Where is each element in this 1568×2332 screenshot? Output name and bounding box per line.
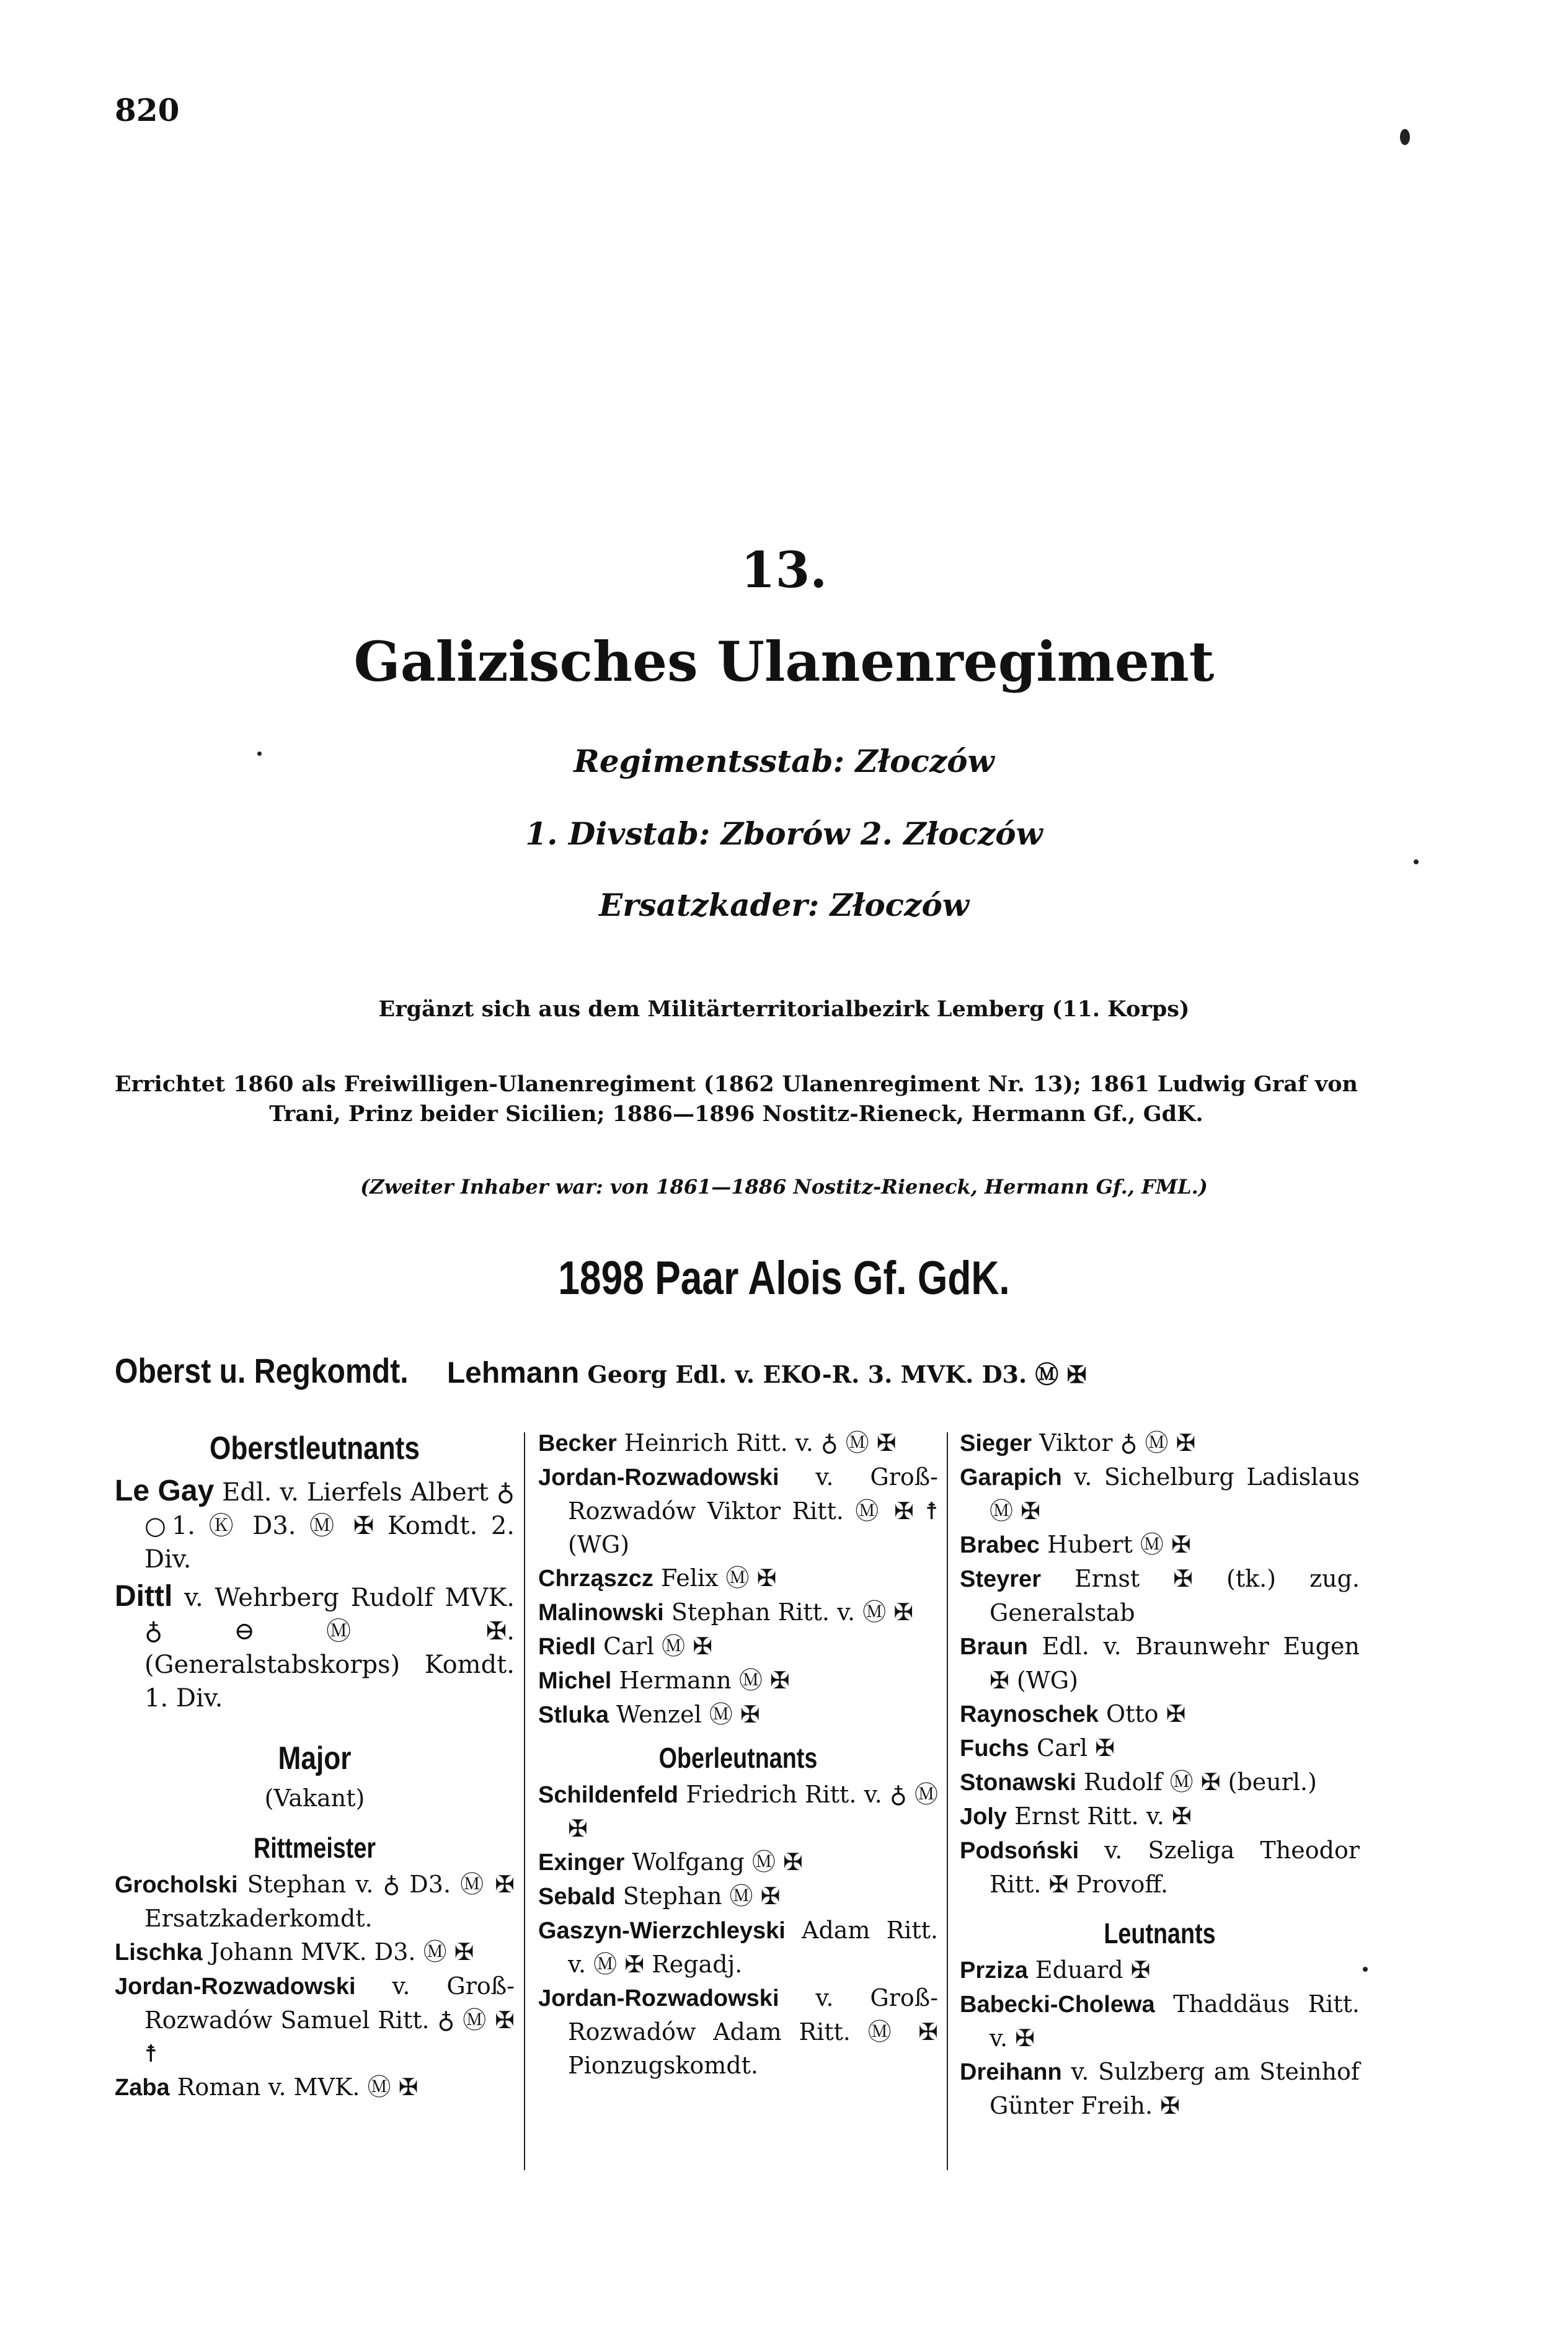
oberst-row [115,1350,1541,1391]
list-item: Garapich v. Sichelburg Ladislaus Ⓜ ✠ [960,1463,1360,1525]
column-divider [947,1432,948,2170]
leutnants-heading: Leutnants [1104,1917,1216,1949]
list-item: Zaba Roman v. MVK. Ⓜ ✠ [115,2073,419,2101]
list-item: Sebald Stephan Ⓜ ✠ [538,1882,781,1910]
list-item: Podsoński v. Szeliga Theodor Ritt. ✠ Provoff. [960,1837,1360,1898]
regiment-name: Galizisches Ulanenregiment [353,629,1215,694]
regimentsstab-line: Regimentsstab: Złoczów [574,743,994,779]
rittmeister-heading: Rittmeister [253,1832,376,1864]
scan-speck [1363,1967,1368,1972]
list-item: Joly Ernst Ritt. v. ✠ [960,1802,1192,1830]
oberleutnants-heading: Oberleutnants [658,1742,818,1774]
major-heading: Major [278,1740,352,1776]
scan-speck [257,751,262,756]
column-2 [538,1426,938,2082]
oberst-title: Oberst u. Regkomdt. [115,1351,409,1390]
oberst-details: Georg Edl. v. EKO-R. 3. MVK. D3. Ⓜ ✠ [587,1360,1087,1388]
column-divider [524,1432,525,2170]
oberstleutnants-heading: Oberstleutnants [210,1430,420,1466]
list-item: Riedl Carl Ⓜ ✠ [538,1633,713,1660]
list-item: Michel Hermann Ⓜ ✠ [538,1667,790,1694]
zweiter-inhaber-line: (Zweiter Inhaber war: von 1861—1886 Nostitz-Rieneck, Hermann Gf., FML.) [360,1175,1208,1199]
list-item: Grocholski Stephan v. ♁ D3. Ⓜ ✠ Ersatzkaderkomdt. [115,1871,515,1932]
list-item: Fuchs Carl ✠ [960,1734,1115,1762]
scan-speck [1400,129,1410,145]
ergaenzt-line: Ergänzt sich aus dem Militärterritorialbezirk Lemberg (11. Korps) [378,996,1190,1022]
column-3 [960,1426,1360,2122]
list-item: Stluka Wenzel Ⓜ ✠ [538,1701,760,1728]
ersatzkader-line: Ersatzkader: Złoczów [599,887,969,923]
section-number: 13. [740,541,828,599]
oberst-entry [446,1357,1087,1390]
list-item: Raynoschek Otto ✠ [960,1700,1186,1727]
list-item: Schildenfeld Friedrich Ritt. v. ♁ Ⓜ ✠ [538,1781,938,1842]
list-item: Brabec Hubert Ⓜ ✠ [960,1531,1191,1558]
list-item: Steyrer Ernst ✠ (tk.) zug. Generalstab [960,1565,1360,1626]
page-number: 820 [115,92,180,128]
list-item: Jordan-Rozwadowski v. Groß-Rozwadów Samuel Ritt. ♁ Ⓜ ✠ ☨ [115,1972,515,2067]
list-item: Lischka Johann MVK. D3. Ⓜ ✠ [115,1938,474,1966]
list-item: Exinger Wolfgang Ⓜ ✠ [538,1848,803,1876]
inhaber-heading: 1898 Paar Alois Gf. GdK. [558,1252,1010,1305]
list-item: Stonawski Rudolf Ⓜ ✠ (beurl.) [960,1768,1317,1796]
list-item: Chrząszcz Felix Ⓜ ✠ [538,1564,777,1592]
list-item: Prziza Eduard ✠ [960,1956,1151,1984]
list-item: Le Gay Edl. v. Lierfels Albert ♁ ○1. Ⓚ D3. Ⓜ ✠ Komdt. 2. Div. [115,1474,515,1574]
list-item: Malinowski Stephan Ritt. v. Ⓜ ✠ [538,1598,914,1626]
list-item: Becker Heinrich Ritt. v. ♁ Ⓜ ✠ [538,1429,897,1456]
scan-speck [1414,859,1419,864]
major-note: (Vakant) [264,1784,365,1812]
list-item: Sieger Viktor ♁ Ⓜ ✠ [960,1429,1196,1456]
errichtet-paragraph: Errichtet 1860 als Freiwilligen-Ulanenregiment (1862 Ulanenregiment Nr. 13); 1861 Ludwig Graf von Trani, Prinz beider Sicilien; 1886—1896 Nostitz-Rieneck, Hermann Gf., GdK. [115,1071,1358,1127]
list-item: Gaszyn-Wierzchleyski Adam Ritt. v. Ⓜ ✠ Regadj. [538,1917,938,1978]
list-item: Jordan-Rozwadowski v. Groß-Rozwadów Viktor Ritt. Ⓜ ✠ ☨ (WG) [538,1463,938,1558]
oberst-name: Lehmann [446,1357,580,1390]
list-item: Dittl v. Wehrberg Rudolf MVK. ♁ ⊖ Ⓜ ✠. (Generalstabskorps) Komdt. 1. Div. [115,1580,515,1713]
column-1 [115,1426,515,2104]
divstab-line: 1. Divstab: Zborów 2. Złoczów [525,815,1043,852]
list-item: Braun Edl. v. Braunwehr Eugen ✠ (WG) [960,1633,1360,1694]
list-item: Jordan-Rozwadowski v. Groß-Rozwadów Adam Ritt. Ⓜ ✠ Pionzugskomdt. [538,1984,938,2079]
list-item: Dreihann v. Sulzberg am Steinhof Günter Freih. ✠ [960,2058,1360,2119]
list-item: Babecki-Cholewa Thaddäus Ritt. v. ✠ [960,1990,1360,2052]
